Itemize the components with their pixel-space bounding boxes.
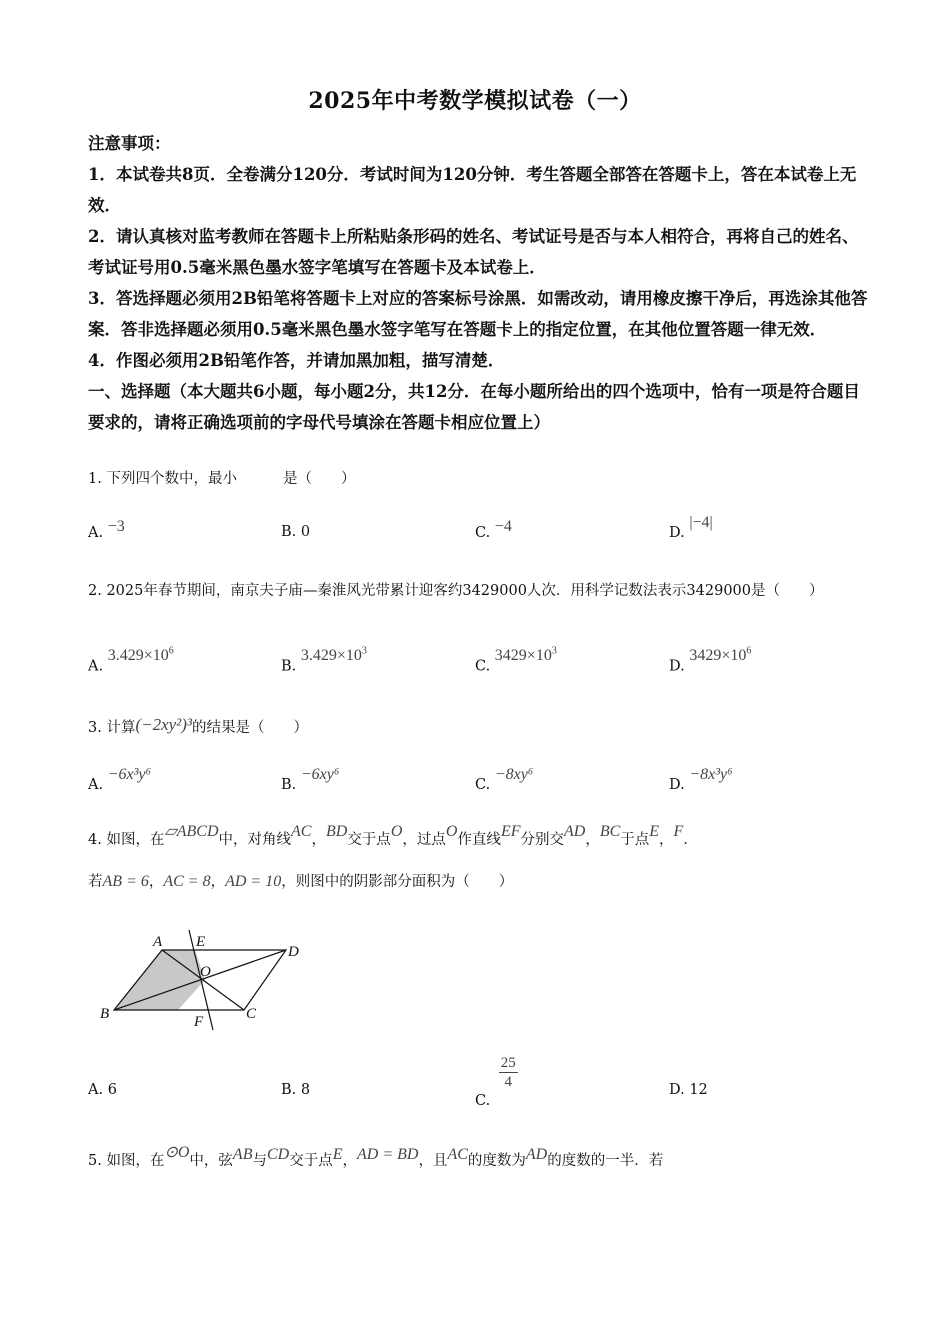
section-heading: 一、选择题（本大题共6小题，每小题2分，共12分．在每小题所给出的四个选项中，恰有一项是符合题目要求的，请将正确选项前的字母代号填涂在答题卡相应位置上） [88,382,860,432]
page-title: 2025年中考数学模拟试卷（一） [308,88,642,114]
q3-option-d[interactable]: D. −8x³y⁶ [669,766,733,793]
label-c: C [246,1006,257,1022]
q1-option-d[interactable]: D. |−4| [669,514,713,541]
q1-option-c[interactable]: C. −4 [475,518,512,541]
question-1-options [88,514,878,564]
label-f: F [194,1014,204,1030]
note-item-1: 1．本试卷共8页．全卷满分120分．考试时间为120分钟．考生答题全部答在答题卡上，答在本试卷上无效． [88,165,857,215]
q2-option-c[interactable]: C. $3429\times 10^3$ [475,646,557,675]
q2-option-a[interactable]: A. $3.429\times 10^6$ [88,646,174,675]
q4-line-1: 4. 如图，在▱ABCD中，对角线AC，BD交于点O，过点O作直线EF分别交AD，BC于点E，F． [88,823,698,848]
parallelogram-figure [96,926,316,1034]
label-d: D [288,944,299,960]
q4-option-d[interactable]: D. 12 [669,1082,708,1098]
question-3-options [88,766,878,816]
notes-heading: 注意事项： [88,134,171,153]
q4-option-b[interactable]: B. 8 [281,1082,311,1098]
label-e: E [196,934,206,950]
q4-line-2: 若AB = 6，AC = 8，AD = 10，则图中的阴影部分面积为（ ） [88,873,514,890]
q4-option-c[interactable]: C. $\frac{25}{4}$ [475,1055,516,1109]
q2-option-b[interactable]: B. $3.429\times 10^3$ [281,646,367,675]
note-item-4: 4．作图必须用2B铅笔作答，并请加黑加粗，描写清楚． [88,351,505,370]
question-2-options [88,646,878,696]
q1-option-a[interactable]: A. −3 [88,518,125,541]
question-1-stem: 1. 下列四个数中，最小 是（ ） [88,471,356,487]
note-item-3: 3．答选择题必须用2B铅笔将答题卡上对应的答案标号涂黑．如需改动，请用橡皮擦干净后，再选涂其他答案．答非选择题必须用0.5毫米黑色墨水签字笔写在答题卡上的指定位置，在其他位置答题一律无效． [88,289,868,339]
question-3-stem: 3. 计算(−2xy²)³的结果是（ ） [88,715,309,736]
q3-expression: (−2xy²)³ [135,715,193,734]
q3-option-a[interactable]: A. −6x³y⁶ [88,766,152,793]
label-a: A [153,934,163,950]
note-item-2: 2．请认真核对监考教师在答题卡上所粘贴条形码的姓名、考试证号是否与本人相符合，再将自己的姓名、考试证号用0.5毫米黑色墨水签字笔填写在答题卡及本试卷上． [88,227,859,277]
label-o: O [200,964,211,980]
q1-option-b[interactable]: B. 0 [281,524,311,540]
notes-block [88,128,868,438]
question-4-options [88,1054,878,1109]
question-2-stem: 2. 2025年春节期间，南京夫子庙—秦淮风光带累计迎客约3429000人次．用科学记数法表示3429000是（ ） [88,583,824,599]
q2-option-d[interactable]: D. $3429\times 10^6$ [669,646,752,675]
question-4-stem [88,823,878,896]
q3-option-c[interactable]: C. −8xy⁶ [475,766,534,793]
q3-option-b[interactable]: B. −6xy⁶ [281,766,340,793]
label-b: B [100,1006,110,1022]
q4-option-a[interactable]: A. 6 [88,1082,117,1098]
question-5-stem: 5. 如图，在⊙O中，弦AB与CD交于点E，AD = BD，且AC的度数为AD的度数的一半．若 [88,1144,664,1169]
